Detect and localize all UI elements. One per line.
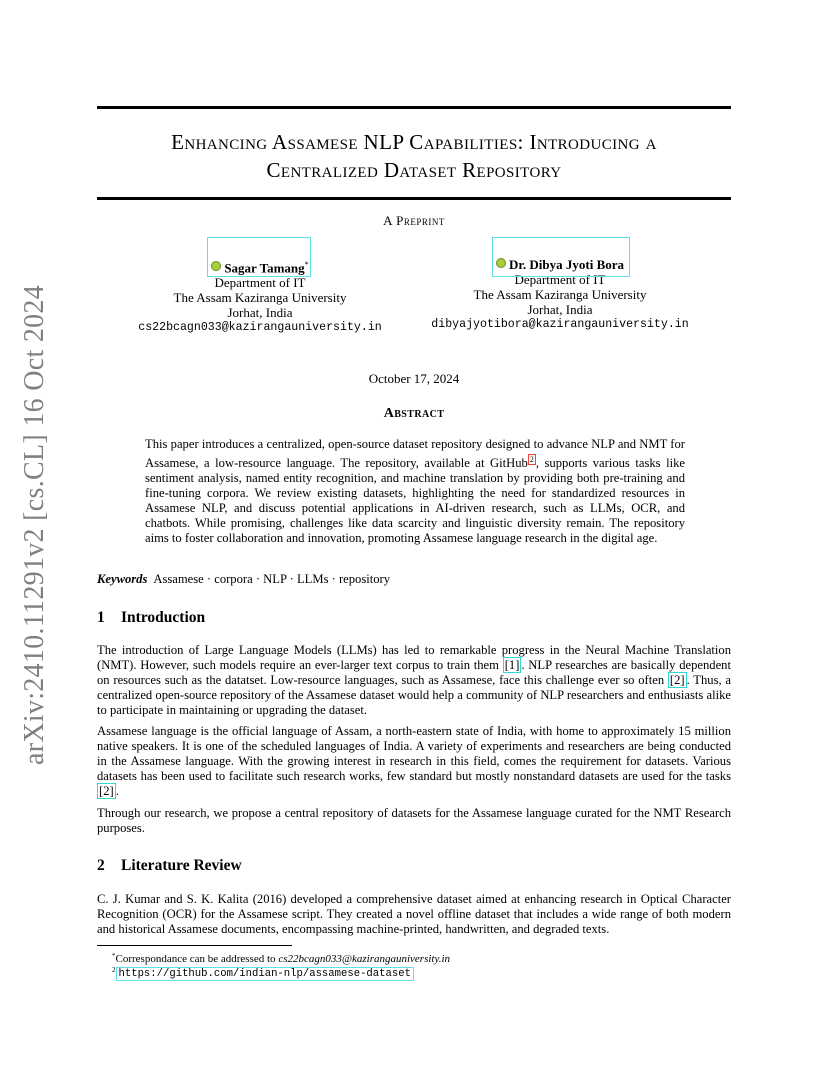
citation-link[interactable]: [2] [99,784,114,798]
author-university: The Assam Kaziranga University [473,287,647,302]
title-line-1: Enhancing Assamese NLP Capabilities: Introducing a [171,130,657,154]
section-number: 1 [97,609,105,626]
author-block-1 [110,257,410,335]
author-name-link[interactable] [496,257,624,272]
paragraph-text: . NLP researches are basically dependent on resources such as the datatset. Low-resource languages, such as Assamese, face this challenge ever so often [97,658,731,687]
title-bottom-rule [97,197,731,200]
author-location: Jorhat, India [227,305,293,321]
arxiv-identifier: arXiv:2410.11291v2 [cs.CL] 16 Oct 2024 [19,284,50,766]
title-top-rule [97,106,731,109]
footnote-rule [97,945,292,946]
abstract-text-part: , supports various tasks like sentiment analysis, named entity recognition, and machine translation by providing both pre-training and fine-tuning corpora. We review existing datasets, highlighting the need for standardized resources in Assamese NLP, and discuss potential applications in AI-driven research, such as LLMs, OCR, and chatbots. While promising, challenges like data scarcity and linguistic diversity remain. The repository aims to foster collaboration and innovation, promoting Assamese language research in the digital age. [145,456,685,545]
author-name: Sagar Tamang [224,260,305,276]
keywords-label: Keywords [97,572,148,586]
footnote-2 [112,964,414,981]
author-department: Department of IT [214,275,306,291]
section-number: 2 [97,857,105,874]
author-university: The Assam Kaziranga University [173,290,347,306]
link-highlight-box [492,237,630,277]
section-heading-introduction [97,609,205,627]
abstract-text-part: This paper introduces a centralized, open-source dataset repository designed to advance NLP and NMT for Assamese, a low-resource language. The repository, available at GitHub [145,437,685,470]
intro-paragraph-2 [97,724,731,799]
preprint-label: A Preprint [383,213,445,228]
abstract-body [145,437,685,546]
paper-title [97,128,731,184]
author-email: dibyajyotibora@kazirangauniversity.in [431,318,689,331]
paragraph-text: The introduction of Large Language Models (LLMs) has led to remarkable progress in the Neural Machine Translation (NMT). However, such models require an ever-larger text corpus to train them [97,643,731,672]
footnote-marker: * [304,260,309,269]
section-heading-literature-review [97,857,242,875]
footnote-marker: 2 [112,966,116,974]
citation-link[interactable]: [1] [504,658,520,672]
author-block-2 [410,257,710,332]
footnote-email: cs22bcagn033@kazirangauniversity.in [278,953,451,965]
author-department: Department of IT [514,272,606,287]
keywords-list: Assamese · corpora · NLP · LLMs · repository [153,572,391,586]
link-highlight-box [207,237,311,277]
author-location: Jorhat, India [527,302,593,317]
paragraph-text: Assamese language is the official language of Assam, a north-eastern state of India, with home to approximately 15 million native speakers. It is one of the scheduled languages of India. A variety of experiments and researchers are being conducted in the Assamese language. With the growing interest in research in this field, comes the requirement for datasets. Various datasets has been used to facilitate such research works, few standard but mostly nonstandard datasets are used for the tasks [97,724,731,783]
author-name: Dr. Dibya Jyoti Bora [508,257,625,272]
repository-url-link[interactable]: https://github.com/indian-nlp/assamese-dataset [116,967,414,981]
literature-paragraph-1: C. J. Kumar and S. K. Kalita (2016) developed a comprehensive dataset aimed at enhancing research in Optical Character Recognition (OCR) for the Assamese script. They created a novel offline dataset that includes a wide range of both modern and historical Assamese documents, encompassing machine-printed, handwritten, and degraded texts. [97,892,731,936]
section-title: Literature Review [121,857,242,874]
paragraph-text: . Thus, a centralized open-source repository of the Assamese dataset would help a community of NLP researchers and enthusiasts alike to participate in maintaining or upgrading the dataset. [97,673,731,717]
author-name-link[interactable] [211,257,308,275]
citation-link[interactable]: [2] [669,673,685,687]
footnote-marker: * [112,952,116,960]
publication-date: October 17, 2024 [368,371,460,386]
keywords-line [97,572,731,587]
title-line-2: Centralized Dataset Repository [266,158,562,182]
footnote-link[interactable]: 2 [529,455,534,464]
abstract-heading: Abstract [383,406,445,421]
author-email: cs22bcagn033@kazirangauniversity.in [138,321,382,335]
intro-paragraph-1 [97,643,731,718]
section-title: Introduction [121,609,206,626]
intro-paragraph-3: Through our research, we propose a central repository of datasets for the Assamese language curated for the NMT Research purposes. [97,806,731,835]
paragraph-text: . [115,784,119,798]
footnote-text: Correspondance can be addressed to [115,953,279,965]
